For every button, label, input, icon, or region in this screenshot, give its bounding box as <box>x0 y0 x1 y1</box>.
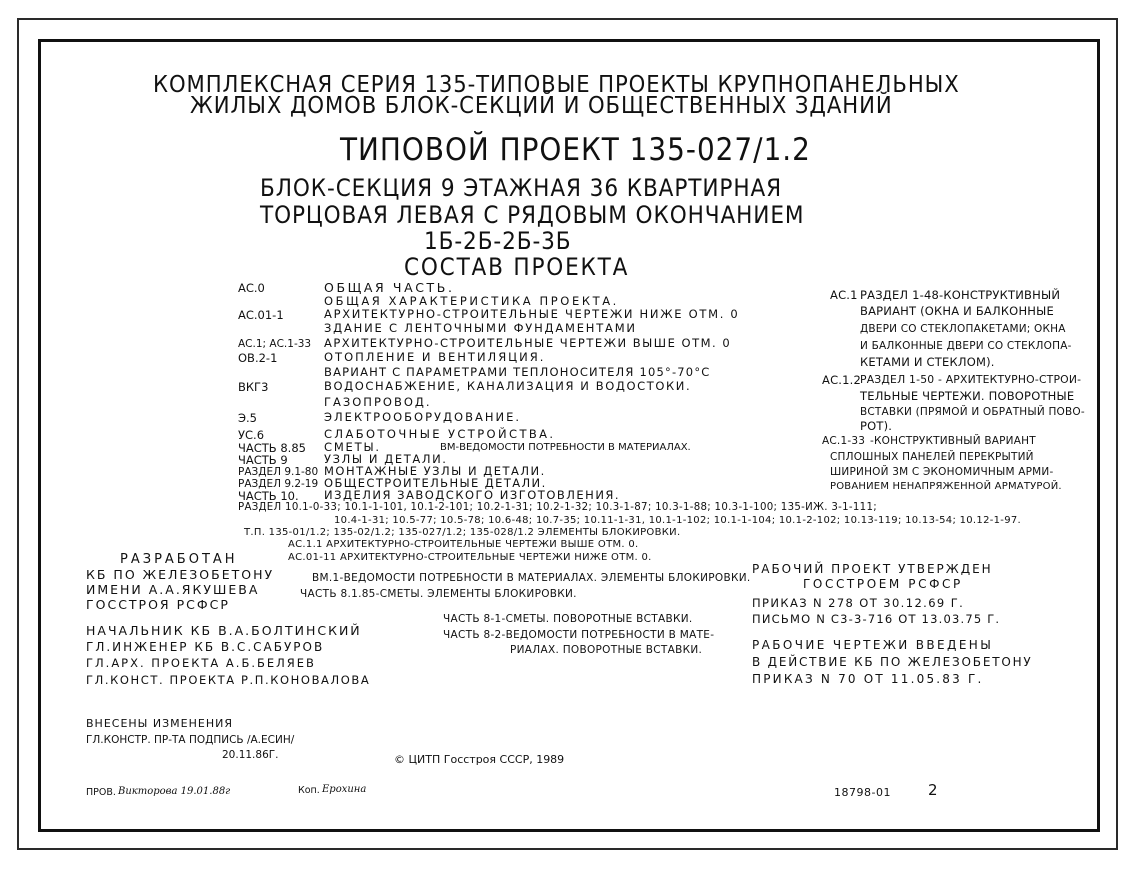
checked-label: ПРОВ. <box>86 787 116 798</box>
developer-title: РАЗРАБОТАН <box>120 552 238 567</box>
contents-text: ОБЩАЯ ХАРАКТЕРИСТИКА ПРОЕКТА. <box>324 294 619 308</box>
staff-line: ГЛ.ИНЖЕНЕР КБ В.С.САБУРОВ <box>86 640 325 654</box>
section10-line: ЧАСТЬ 8-2-ВЕДОМОСТИ ПОТРЕБНОСТИ В МАТЕ- <box>443 629 715 641</box>
section10-line: АС.01-11 АРХИТЕКТУРНО-СТРОИТЕЛЬНЫЕ ЧЕРТЕЖИ НИЖЕ ОТМ. 0. <box>288 552 652 563</box>
copied-label: Коп. <box>298 785 320 796</box>
approval-line: РАБОЧИЙ ПРОЕКТ УТВЕРЖДЕН <box>752 562 993 576</box>
contents-code: РАЗДЕЛ 9.2-19 <box>238 478 319 490</box>
contents-text: СМЕТЫ. <box>324 440 381 454</box>
contents-text: ОБЩАЯ ЧАСТЬ. <box>324 280 455 295</box>
note-code: АС.1 <box>830 288 858 302</box>
section10-line: РАЗДЕЛ 10.1-0-33; 10.1-1-101, 10.1-2-101; 10.2-1-31; 10.2-1-32; 10.3-1-87; 10.3-1-88; 10.3-1-100; 135-ИЖ. 3-1-111; <box>238 502 877 513</box>
section10-line: 10.4-1-31; 10.5-77; 10.5-78; 10.6-48; 10.7-35; 10.11-1-31, 10.1-1-102; 10.1-1-104; 10.1-2-102; 10.13-119; 10.13-54; 10.12-1-97. <box>334 515 1022 526</box>
note-code: АС.1-33 <box>822 435 866 447</box>
developer-line: КБ ПО ЖЕЛЕЗОБЕТОНУ <box>86 567 275 582</box>
contents-code: ОВ.2-1 <box>238 351 278 365</box>
contents-text: УЗЛЫ И ДЕТАЛИ. <box>324 452 448 466</box>
approval-line: ПИСЬМО N С3-3-716 ОТ 13.03.75 Г. <box>752 612 1001 626</box>
section10-line: ВМ.1-ВЕДОМОСТИ ПОТРЕБНОСТИ В МАТЕРИАЛАХ. ЭЛЕМЕНТЫ БЛОКИРОВКИ. <box>312 572 751 584</box>
contents-code: ЧАСТЬ 10. <box>238 489 299 503</box>
contents-code: АС.01-1 <box>238 308 284 322</box>
document-number: 18798-01 <box>834 786 891 799</box>
developer-line: ИМЕНИ А.А.ЯКУШЕВА <box>86 582 260 597</box>
copyright: © ЦИТП Госстроя СССР, 1989 <box>394 753 565 766</box>
note-line: РОТ). <box>860 419 893 433</box>
apartments: 1Б-2Б-2Б-3Б <box>424 227 572 255</box>
section10-line: РИАЛАХ. ПОВОРОТНЫЕ ВСТАВКИ. <box>510 644 703 656</box>
page-number: 2 <box>928 781 938 799</box>
section10-line: Т.П. 135-01/1.2; 135-02/1.2; 135-027/1.2; 135-028/1.2 ЭЛЕМЕНТЫ БЛОКИРОВКИ. <box>244 527 681 538</box>
section10-line: ЧАСТЬ 8-1-СМЕТЫ. ПОВОРОТНЫЕ ВСТАВКИ. <box>443 613 693 625</box>
note-line: РАЗДЕЛ 1-48-КОНСТРУКТИВНЫЙ <box>860 288 1061 302</box>
changes-line: ГЛ.КОНСТР. ПР-ТА ПОДПИСЬ /А.ЕСИН/ <box>86 734 295 746</box>
contents-code: АС.1; АС.1-33 <box>238 338 312 350</box>
contents-code: Э.5 <box>238 411 258 425</box>
section10-line: ЧАСТЬ 8.1.85-СМЕТЫ. ЭЛЕМЕНТЫ БЛОКИРОВКИ. <box>300 588 577 600</box>
developer-line: ГОССТРОЯ РСФСР <box>86 597 230 612</box>
contents-text: ОБЩЕСТРОИТЕЛЬНЫЕ ДЕТАЛИ. <box>324 476 547 490</box>
series-line-1: КОМПЛЕКСНАЯ СЕРИЯ 135-ТИПОВЫЕ ПРОЕКТЫ КРУПНОПАНЕЛЬНЫХ <box>153 72 960 98</box>
contents-code: ЧАСТЬ 8.85 <box>238 441 306 455</box>
block-line-1: БЛОК-СЕКЦИЯ 9 ЭТАЖНАЯ 36 КВАРТИРНАЯ <box>260 174 783 202</box>
contents-text: ОТОПЛЕНИЕ И ВЕНТИЛЯЦИЯ. <box>324 350 546 364</box>
note-line: -КОНСТРУКТИВНЫЙ ВАРИАНТ <box>870 435 1036 447</box>
contents-text: МОНТАЖНЫЕ УЗЛЫ И ДЕТАЛИ. <box>324 464 546 478</box>
note-line: КЕТАМИ И СТЕКЛОМ). <box>860 355 995 369</box>
contents-text: ЭЛЕКТРООБОРУДОВАНИЕ. <box>324 410 522 424</box>
section10-line: АС.1.1 АРХИТЕКТУРНО-СТРОИТЕЛЬНЫЕ ЧЕРТЕЖИ ВЫШЕ ОТМ. 0. <box>288 539 639 550</box>
block-line-2: ТОРЦОВАЯ ЛЕВАЯ С РЯДОВЫМ ОКОНЧАНИЕМ <box>260 201 805 229</box>
note-line: И БАЛКОННЫЕ ДВЕРИ СО СТЕКЛОПА- <box>860 340 1072 352</box>
contents-text: ГАЗОПРОВОД. <box>324 395 432 409</box>
contents-extra: ВМ-ВЕДОМОСТИ ПОТРЕБНОСТИ В МАТЕРИАЛАХ. <box>440 442 691 453</box>
contents-code: РАЗДЕЛ 9.1-80 <box>238 466 319 478</box>
note-line: ШИРИНОЙ 3М С ЭКОНОМИЧНЫМ АРМИ- <box>830 466 1054 478</box>
approval-line: РАБОЧИЕ ЧЕРТЕЖИ ВВЕДЕНЫ <box>752 638 994 652</box>
note-line: ВАРИАНТ (ОКНА И БАЛКОННЫЕ <box>860 304 1054 318</box>
contents-code: ЧАСТЬ 9 <box>238 453 288 467</box>
series-line-2: ЖИЛЫХ ДОМОВ БЛОК-СЕКЦИЙ И ОБЩЕСТВЕННЫХ ЗДАНИЙ <box>190 93 893 119</box>
copied-signature: Ерохина <box>322 784 367 795</box>
contents-text: АРХИТЕКТУРНО-СТРОИТЕЛЬНЫЕ ЧЕРТЕЖИ ВЫШЕ ОТМ. 0 <box>324 336 732 350</box>
project-title: ТИПОВОЙ ПРОЕКТ 135-027/1.2 <box>340 132 811 168</box>
staff-line: ГЛ.АРХ. ПРОЕКТА А.Б.БЕЛЯЕВ <box>86 656 316 670</box>
contents-text: ИЗДЕЛИЯ ЗАВОДСКОГО ИЗГОТОВЛЕНИЯ. <box>324 488 621 502</box>
note-line: РАЗДЕЛ 1-50 - АРХИТЕКТУРНО-СТРОИ- <box>860 373 1082 386</box>
contents-text: АРХИТЕКТУРНО-СТРОИТЕЛЬНЫЕ ЧЕРТЕЖИ НИЖЕ ОТМ. 0 <box>324 307 740 321</box>
contents-text: ВОДОСНАБЖЕНИЕ, КАНАЛИЗАЦИЯ И ВОДОСТОКИ. <box>324 379 692 393</box>
approval-line: ПРИКАЗ N 278 ОТ 30.12.69 Г. <box>752 596 965 610</box>
checked-signature: Викторова 19.01.88г <box>118 786 231 797</box>
changes-date: 20.11.86Г. <box>222 749 279 761</box>
staff-line: НАЧАЛЬНИК КБ В.А.БОЛТИНСКИЙ <box>86 623 362 638</box>
note-code: АС.1.2 <box>822 373 862 387</box>
approval-line: В ДЕЙСТВИЕ КБ ПО ЖЕЛЕЗОБЕТОНУ <box>752 655 1033 669</box>
staff-line: ГЛ.КОНСТ. ПРОЕКТА Р.П.КОНОВАЛОВА <box>86 673 371 687</box>
note-line: СПЛОШНЫХ ПАНЕЛЕЙ ПЕРЕКРЫТИЙ <box>830 451 1034 463</box>
note-line: ДВЕРИ СО СТЕКЛОПАКЕТАМИ; ОКНА <box>860 323 1066 335</box>
note-line: ТЕЛЬНЫЕ ЧЕРТЕЖИ. ПОВОРОТНЫЕ <box>860 389 1075 403</box>
composition-heading: СОСТАВ ПРОЕКТА <box>404 253 630 281</box>
contents-text: ЗДАНИЕ С ЛЕНТОЧНЫМИ ФУНДАМЕНТАМИ <box>324 321 637 335</box>
approval-line: ГОССТРОЕМ РСФСР <box>803 577 963 591</box>
changes-line: ВНЕСЕНЫ ИЗМЕНЕНИЯ <box>86 717 233 730</box>
contents-code: АС.0 <box>238 281 265 295</box>
contents-text: ВАРИАНТ С ПАРАМЕТРАМИ ТЕПЛОНОСИТЕЛЯ 105°-70°С <box>324 365 711 379</box>
approval-line: ПРИКАЗ N 70 ОТ 11.05.83 Г. <box>752 672 984 686</box>
contents-text: СЛАБОТОЧНЫЕ УСТРОЙСТВА. <box>324 427 556 441</box>
contents-code: ВКГ3 <box>238 380 269 394</box>
note-line: РОВАНИЕМ НЕНАПРЯЖЕННОЙ АРМАТУРОЙ. <box>830 481 1062 492</box>
note-line: ВСТАВКИ (ПРЯМОЙ И ОБРАТНЫЙ ПОВО- <box>860 406 1085 418</box>
contents-code: УС.6 <box>238 428 265 442</box>
